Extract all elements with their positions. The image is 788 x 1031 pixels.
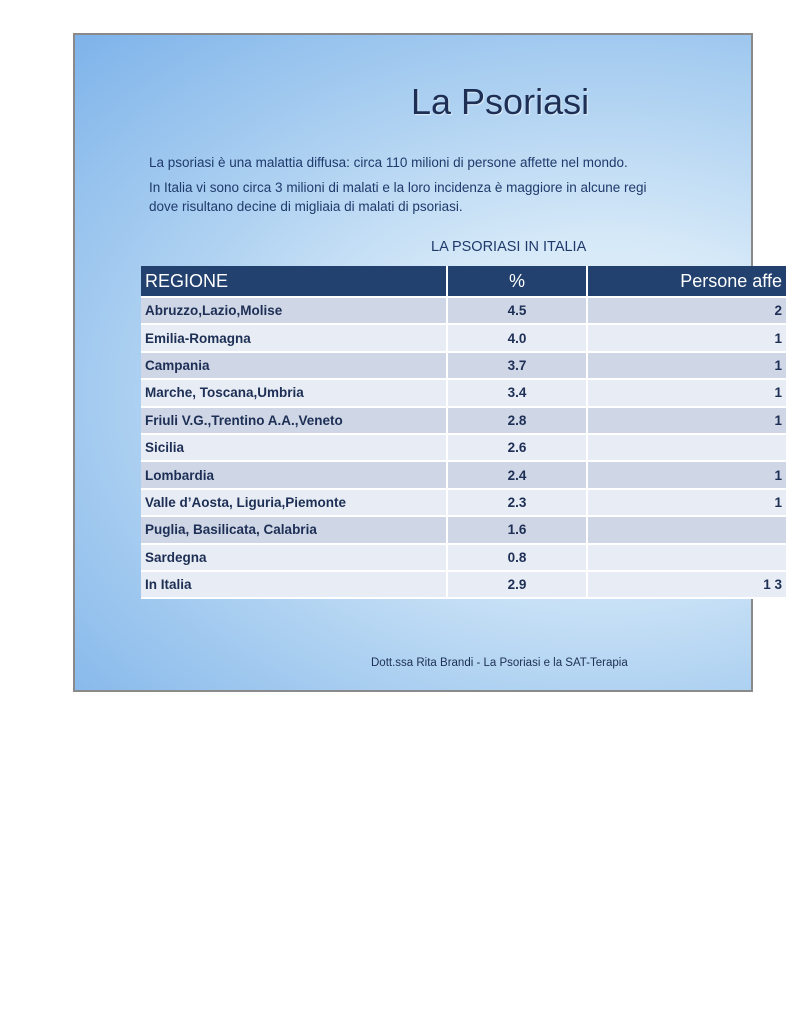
intro-paragraph-2-line-1: In Italia vi sono circa 3 milioni di malati e la loro incidenza è maggiore in alcune regi xyxy=(149,180,647,195)
psoriasis-table xyxy=(141,266,788,599)
cell-percent: 2.9 xyxy=(447,571,587,598)
cell-percent: 2.3 xyxy=(447,489,587,516)
cell-region: Sicilia xyxy=(141,434,447,461)
cell-persons xyxy=(587,434,787,461)
table-row xyxy=(141,379,787,406)
header-persone: Persone affe xyxy=(587,266,787,297)
table-row xyxy=(141,324,787,351)
cell-persons: 1 xyxy=(587,489,787,516)
cell-persons: 1 xyxy=(587,352,787,379)
slide-footer: Dott.ssa Rita Brandi - La Psoriasi e la SAT-Terapia xyxy=(371,657,628,669)
cell-region: Emilia-Romagna xyxy=(141,324,447,351)
cell-percent: 4.0 xyxy=(447,324,587,351)
cell-region: Friuli V.G.,Trentino A.A.,Veneto xyxy=(141,407,447,434)
cell-region: Valle d’Aosta, Liguria,Piemonte xyxy=(141,489,447,516)
cell-percent: 1.6 xyxy=(447,516,587,543)
cell-region: Sardegna xyxy=(141,544,447,571)
cell-region: Abruzzo,Lazio,Molise xyxy=(141,297,447,324)
table-row xyxy=(141,352,787,379)
cell-persons: 1 xyxy=(587,379,787,406)
cell-region: Campania xyxy=(141,352,447,379)
cell-persons: 1 xyxy=(587,324,787,351)
intro-paragraph-2-line-2: dove risultano decine di migliaia di malati di psoriasi. xyxy=(149,199,463,214)
cell-region: Marche, Toscana,Umbria xyxy=(141,379,447,406)
table-row xyxy=(141,434,787,461)
header-percent: % xyxy=(447,266,587,297)
slide-title: La Psoriasi xyxy=(411,81,590,122)
header-regione: REGIONE xyxy=(141,266,447,297)
intro-paragraph-1: La psoriasi è una malattia diffusa: circa 110 milioni di persone affette nel mondo. xyxy=(149,155,628,170)
cell-persons: 1 xyxy=(587,461,787,488)
table-row xyxy=(141,489,787,516)
table-title: LA PSORIASI IN ITALIA xyxy=(431,239,587,255)
table-row xyxy=(141,516,787,543)
table-row xyxy=(141,461,787,488)
table-header-row xyxy=(141,266,787,297)
cell-percent: 0.8 xyxy=(447,544,587,571)
cell-region: In Italia xyxy=(141,571,447,598)
cell-region: Puglia, Basilicata, Calabria xyxy=(141,516,447,543)
table-row xyxy=(141,544,787,571)
table-row xyxy=(141,407,787,434)
cell-percent: 2.8 xyxy=(447,407,587,434)
table-total-row xyxy=(141,571,787,598)
cell-percent: 4.5 xyxy=(447,297,587,324)
cell-persons xyxy=(587,516,787,543)
cell-persons: 1 xyxy=(587,407,787,434)
cell-percent: 3.7 xyxy=(447,352,587,379)
intro-text xyxy=(149,153,755,216)
cell-percent: 2.6 xyxy=(447,434,587,461)
cell-percent: 3.4 xyxy=(447,379,587,406)
cell-persons: 2 xyxy=(587,297,787,324)
cell-region: Lombardia xyxy=(141,461,447,488)
cell-percent: 2.4 xyxy=(447,461,587,488)
cell-persons xyxy=(587,544,787,571)
table-row xyxy=(141,297,787,324)
slide xyxy=(73,33,782,692)
cell-persons: 1 3 xyxy=(587,571,787,598)
